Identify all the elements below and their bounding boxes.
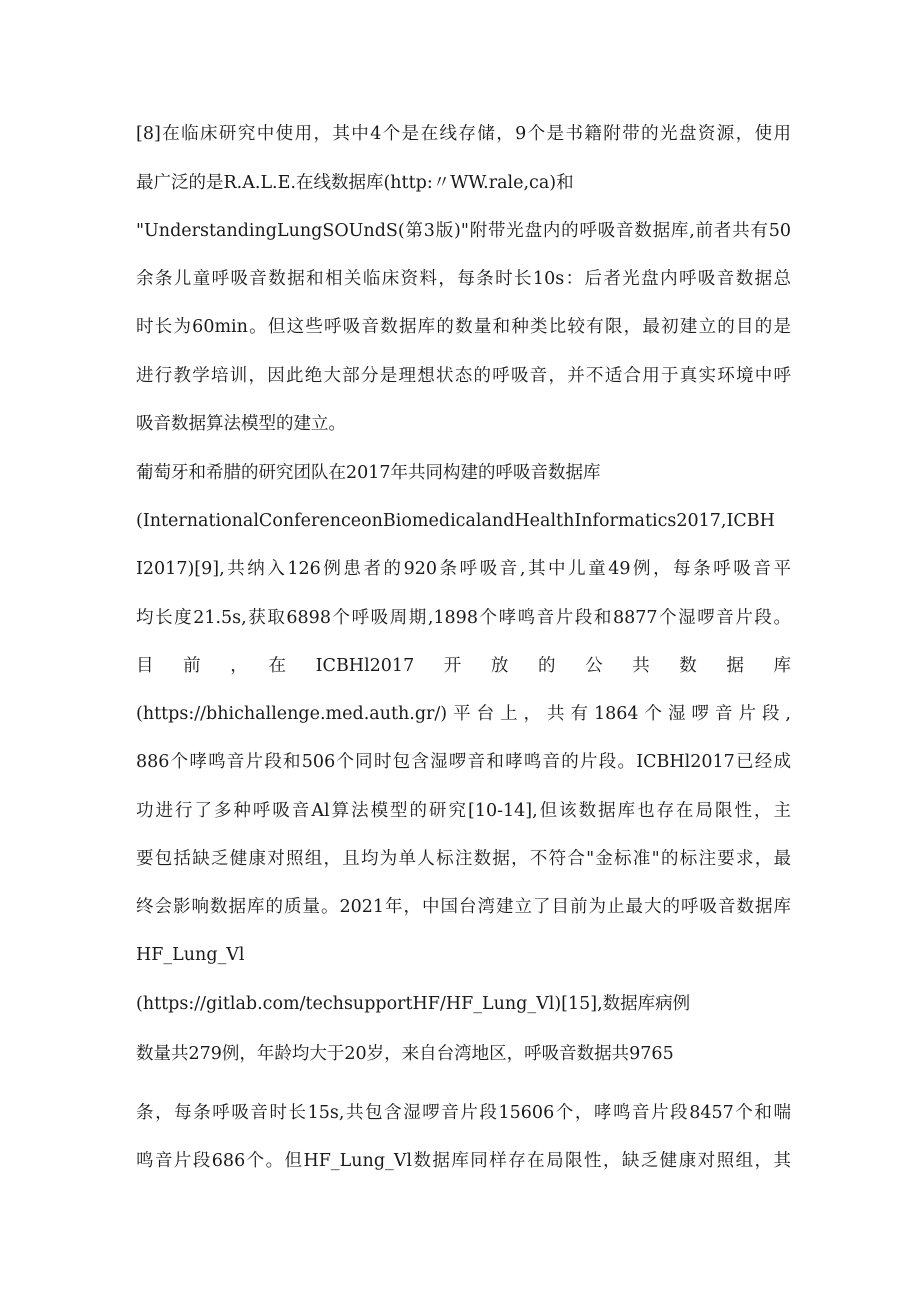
text-line-19: (https://gitlab.com/techsupportHF/HF_Lung_Vl)[15],数据库病例 [136,994,691,1014]
text-line-14: 886个哮鸣音片段和506个同时包含湿啰音和哮鸣音的片段。ICBHl2017已经成 [136,752,791,772]
text-line-12: 目 前 ， 在 ICBHl2017 开 放 的 公 共 数 据 库 [136,656,791,676]
text-line-4: 余条儿童呼吸音数据和相关临床资料，每条时长10s：后者光盘内呼吸音数据总 [136,269,791,289]
text-line-17: 终会影响数据库的质量。2021年，中国台湾建立了目前为止最大的呼吸音数据库 [136,897,791,917]
text-line-18: HF_Lung_Vl [136,945,245,965]
text-line-2: 最广泛的是R.A.L.E.在线数据库(http:〃WW.rale,ca)和 [136,173,574,193]
text-line-21: 条，每条呼吸音时长15s,共包含湿啰音片段15606个，哮鸣音片段8457个和喘 [136,1103,791,1123]
text-line-7: 吸音数据算法模型的建立。 [136,414,346,434]
text-line-11: 均长度21.5s,获取6898个呼吸周期,1898个哮鸣音片段和8877个湿啰音片段。 [136,608,791,628]
text-line-5: 时长为60min。但这些呼吸音数据库的数量和种类比较有限，最初建立的目的是 [136,317,791,337]
text-line-22: 鸣音片段686个。但HF_Lung_Vl数据库同样存在局限性，缺乏健康对照组，其 [136,1151,791,1171]
text-line-6: 进行教学培训，因此绝大部分是理想状态的呼吸音，并不适合用于真实环境中呼 [136,366,791,386]
text-line-8: 葡萄牙和希腊的研究团队在2017年共同构建的呼吸音数据库 [136,463,601,483]
text-line-9: (InternationalConferenceonBiomedicalandHealthInformatics2017,ICBH [136,511,775,531]
text-line-15: 功进行了多种呼吸音Al算法模型的研究[10-14],但该数据库也存在局限性，主 [136,801,791,821]
text-line-16: 要包括缺乏健康对照组，且均为单人标注数据，不符合"金标准"的标注要求，最 [136,849,791,869]
text-line-13: (https:/∕bhichallenge.med.auth.gr∕)平台上，共有1864个湿啰音片段, [136,704,791,724]
text-line-10: I2017)[9],共纳入126例患者的920条呼吸音,其中儿童49例，每条呼吸音平 [136,559,791,579]
text-line-3: "UnderstandingLungSOUndS(第3版)"附带光盘内的呼吸音数据库,前者共有50 [136,221,791,241]
text-line-1: [8]在临床研究中使用，其中4个是在线存储，9个是书籍附带的光盘资源，使用 [136,124,791,144]
text-line-20: 数量共279例，年龄均大于20岁，来自台湾地区，呼吸音数据共9765 [136,1044,674,1064]
